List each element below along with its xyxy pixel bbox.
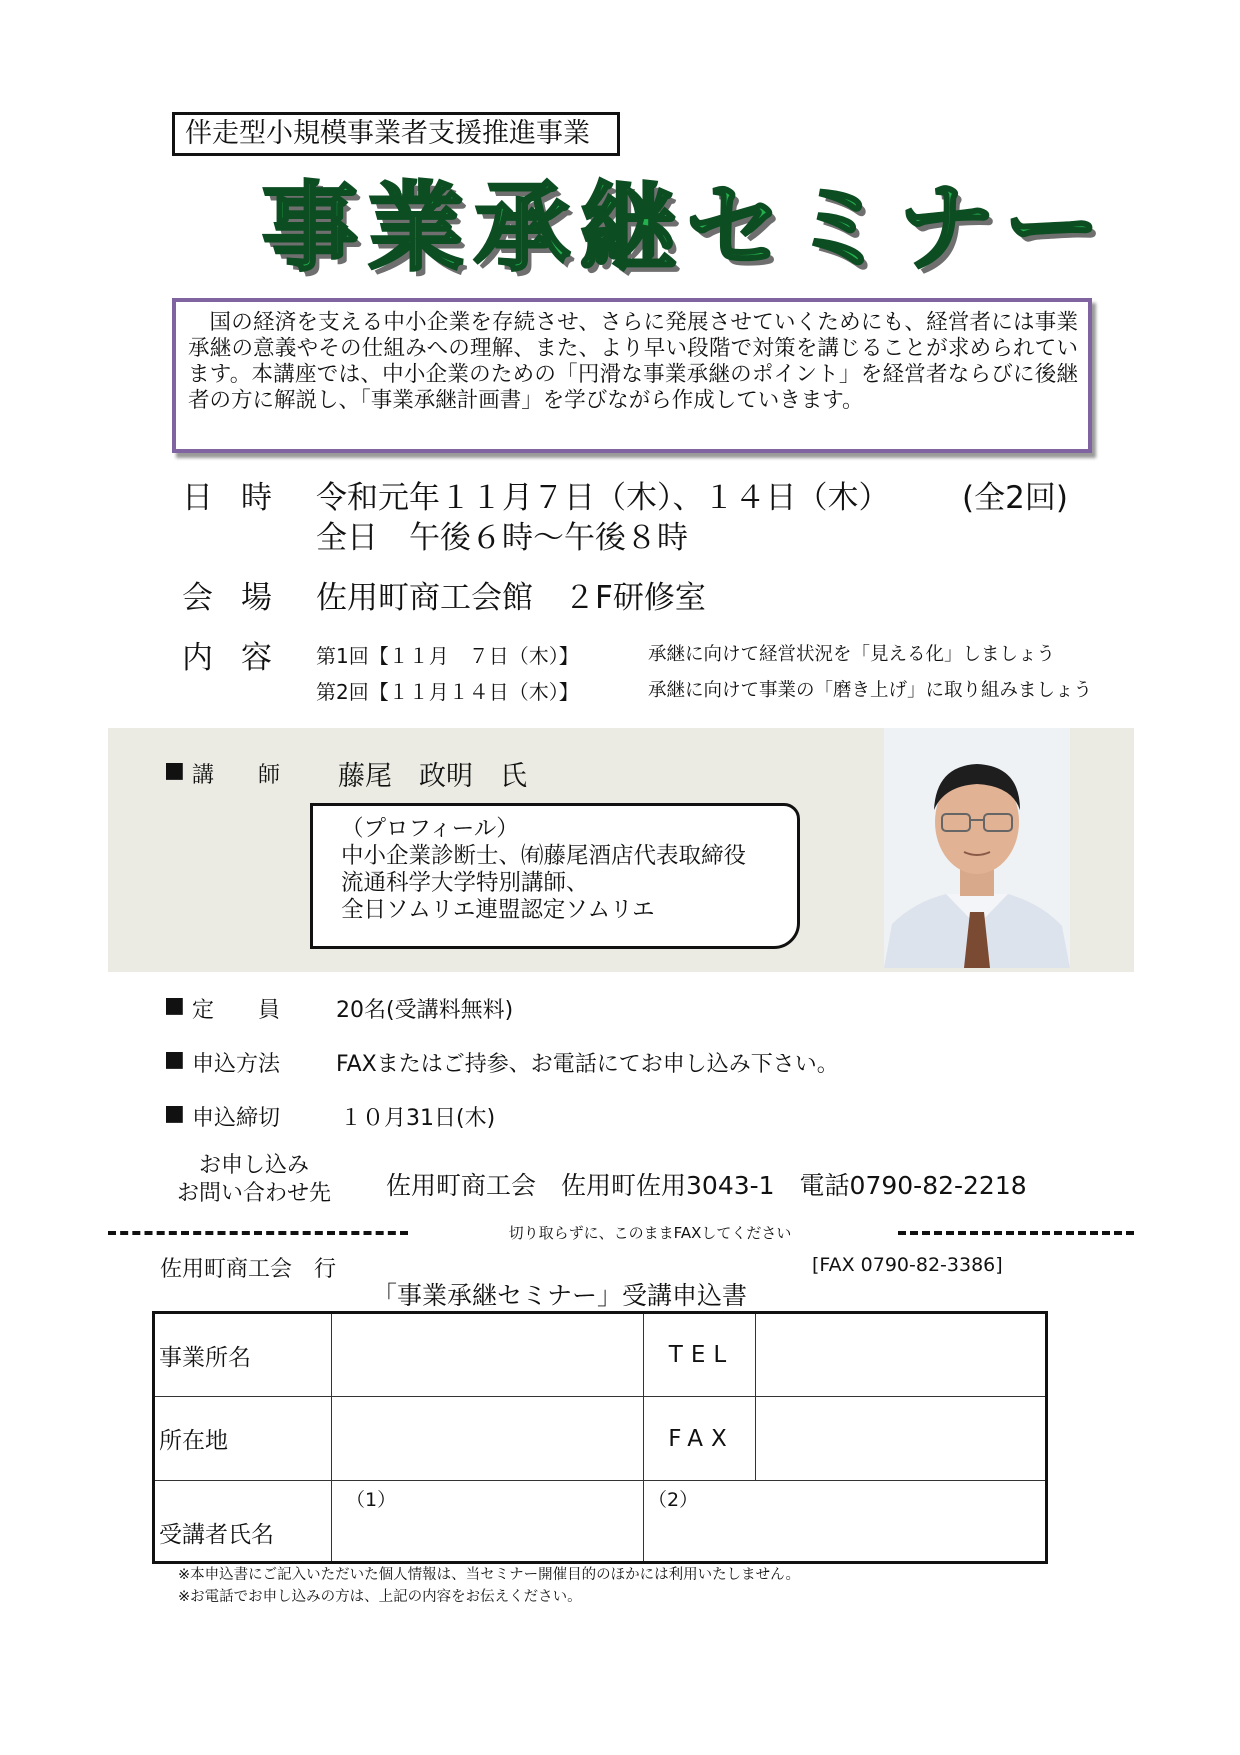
session-round-1: 第1回【１１月 ７日（木）】 xyxy=(316,644,579,668)
attendee-field-1[interactable] xyxy=(332,1481,644,1563)
cut-line-text: 切り取らずに、このままFAXしてください xyxy=(508,1224,792,1242)
session-round-2: 第2回【１１月１４日（木）】 xyxy=(316,680,579,704)
fax-label: FAX xyxy=(644,1397,756,1481)
apply-method-label: 申込方法 xyxy=(192,1052,281,1077)
cut-line-left xyxy=(108,1231,408,1235)
intro-box xyxy=(172,298,1092,453)
contact-label-line-1: お申し込み xyxy=(198,1153,309,1178)
profile-line-3: 全日ソムリエ連盟認定ソムリエ xyxy=(341,897,655,923)
note-phone: ※お電話でお申し込みの方は、上記の内容をお伝えください。 xyxy=(178,1589,582,1605)
company-label: 事業所名 xyxy=(154,1313,332,1397)
session-topic-2: 承継に向けて事業の「磨き上げ」に取り組みましょう xyxy=(648,680,1093,701)
contact-value: 佐用町商工会 佐用町佐用3043-1 電話0790-82-2218 xyxy=(386,1171,1027,1200)
capacity-label: 定 員 xyxy=(192,998,281,1023)
form-title: 「事業承継セミナー」受講申込書 xyxy=(372,1281,748,1310)
portrait-image xyxy=(884,728,1070,968)
lecturer-photo xyxy=(884,728,1070,968)
apply-method-bullet: ■ xyxy=(164,1047,185,1072)
session-topic-1: 承継に向けて経営状況を「見える化」しましょう xyxy=(648,644,1056,665)
form-row-attendees xyxy=(154,1481,1047,1563)
note-privacy: ※本申込書にご記入いただいた個人情報は、当セミナー開催目的のほかには利用いたしません。 xyxy=(178,1567,801,1583)
attendee-field-2[interactable] xyxy=(644,1481,1047,1563)
form-recipient: 佐用町商工会 行 xyxy=(160,1257,337,1282)
tel-field[interactable] xyxy=(756,1313,1047,1397)
date-label: 日時 xyxy=(182,480,300,516)
cut-line xyxy=(108,1220,1134,1246)
profile-box xyxy=(310,803,800,949)
lecturer-label: 講 師 xyxy=(192,763,281,788)
form-fax-number: [FAX 0790-82-3386] xyxy=(812,1254,1003,1276)
program-tag: 伴走型小規模事業者支援推進事業 xyxy=(172,112,620,156)
date-value: 令和元年１１月７日（木）、１４日（木） xyxy=(316,480,890,516)
contact-label-line-2: お問い合わせ先 xyxy=(176,1181,331,1206)
profile-line-1: 中小企業診断士、㈲藤尾酒店代表取締役 xyxy=(341,843,747,869)
time-value: 全日 午後６時～午後８時 xyxy=(316,520,688,556)
attendee-label: 受講者氏名 xyxy=(154,1481,332,1563)
capacity-value: 20名(受講料無料) xyxy=(336,998,514,1023)
attendee-2-marker: （2） xyxy=(648,1489,699,1511)
fax-field[interactable] xyxy=(756,1397,1047,1481)
lecturer-name: 藤尾 政明 氏 xyxy=(338,761,527,792)
deadline-value: １０月31日(木) xyxy=(340,1106,496,1131)
address-field[interactable] xyxy=(332,1397,644,1481)
apply-method-value: FAXまたはご持参、お電話にてお申し込み下さい。 xyxy=(336,1052,839,1077)
date-count: (全2回) xyxy=(962,480,1068,516)
deadline-bullet: ■ xyxy=(164,1101,185,1126)
attendee-1-marker: （1） xyxy=(346,1489,397,1511)
application-form-table xyxy=(152,1311,1048,1564)
form-row-company xyxy=(154,1313,1047,1397)
cut-line-right xyxy=(898,1231,1134,1235)
content-label: 内容 xyxy=(182,640,300,676)
contact-label xyxy=(164,1152,344,1208)
lecturer-bullet: ■ xyxy=(164,758,185,783)
main-title: 事業承継セミナー xyxy=(262,172,1110,284)
venue-value: 佐用町商工会館 ２F研修室 xyxy=(316,580,706,616)
profile-heading: （プロフィール） xyxy=(341,816,519,842)
profile-line-2: 流通科学大学特別講師、 xyxy=(341,870,589,896)
intro-text: 国の経済を支える中小企業を存続させ、さらに発展させていくためにも、経営者には事業承継の意義やその仕組みへの理解、また、より早い段階で対策を講じることが求められています。本講座では、中小企業のための「円滑な事業承継のポイント」を経営者ならびに後継者の方に解説し、「事業承継計画書」を学びながら作成していきます。 xyxy=(188,310,1078,413)
form-notes xyxy=(178,1564,800,1608)
deadline-label: 申込締切 xyxy=(192,1106,281,1131)
capacity-bullet: ■ xyxy=(164,993,185,1018)
venue-label: 会場 xyxy=(182,580,300,616)
address-label: 所在地 xyxy=(154,1397,332,1481)
company-field[interactable] xyxy=(332,1313,644,1397)
form-row-address xyxy=(154,1397,1047,1481)
tel-label: TEL xyxy=(644,1313,756,1397)
